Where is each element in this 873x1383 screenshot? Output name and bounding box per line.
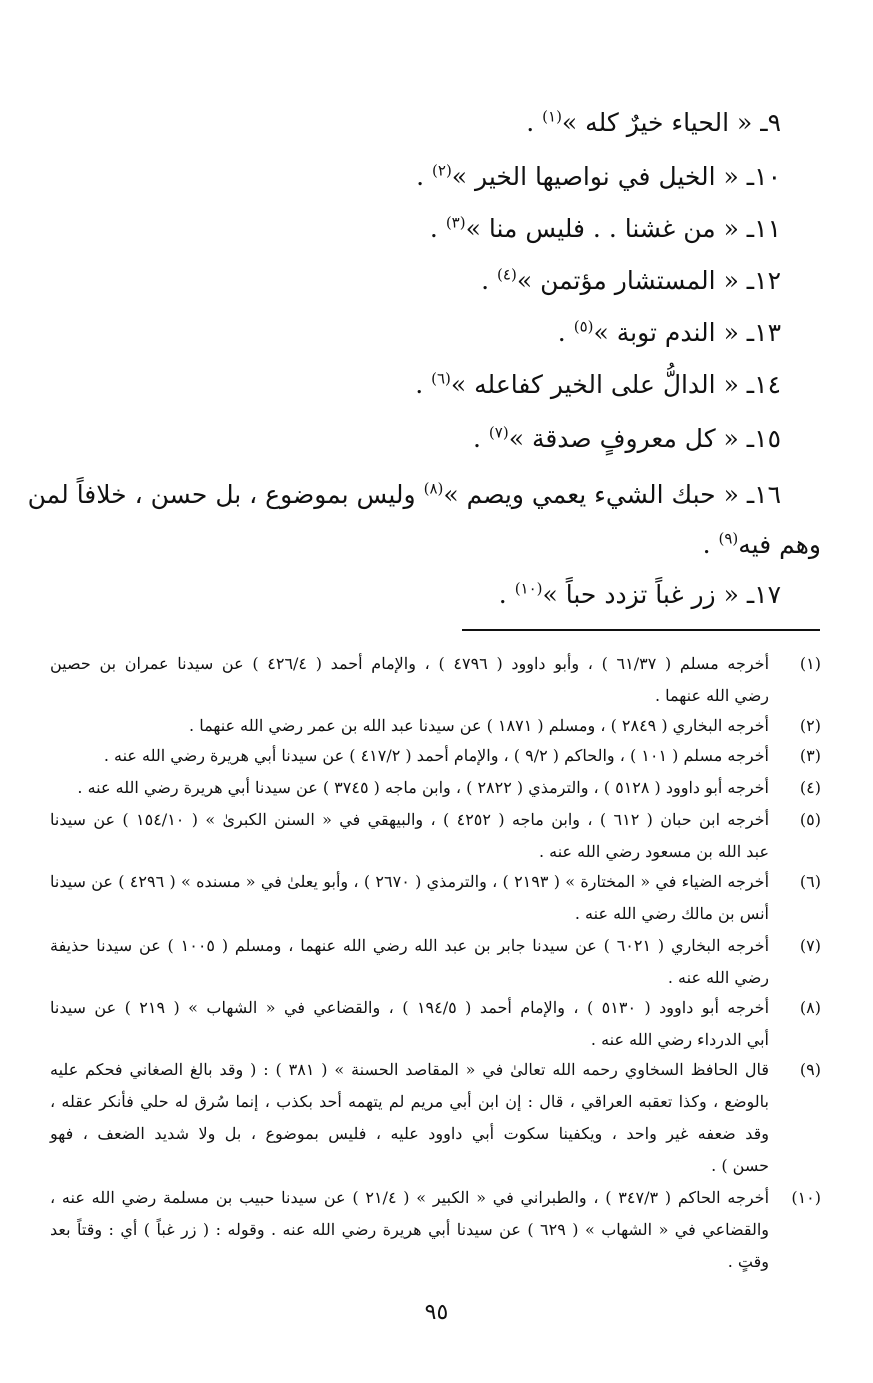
footnote-line: أخرجه ابن حبان ( ٦١٢ ) ، وابن ماجه ( ٤٢٥٢ ) ، والبيهقي في « السنن الكبرىٰ » ( ١٥٤/١٠ ) عن سيدنا: [50, 810, 770, 829]
entry-11: ١١ـ « من غشنا . . فليس منا »$^{(٣)}$ .: [429, 213, 781, 243]
footnote-number: (١٠): [791, 1188, 821, 1207]
footnote-line: حسن ) .: [711, 1156, 769, 1175]
footnote-number: (٤): [799, 778, 821, 797]
footnote-line: أخرجه أبو داوود ( ٥١٢٨ ) ، والترمذي ( ٢٨٢٢ ) ، وابن ماجه ( ٣٧٤٥ ) عن سيدنا أبي هريرة رضي الله عنه .: [77, 778, 769, 797]
footnote-line: أبي الدرداء رضي الله عنه .: [590, 1030, 769, 1049]
footnote-number: (٦): [799, 872, 821, 891]
entry-9: ٩ـ « الحياء خيرٌ كله »$^{(١)}$ .: [526, 107, 781, 137]
entry-16-continuation: وهم فيه$^{(٩)}$ .: [702, 529, 821, 559]
entry-13: ١٣ـ « الندم توبة »$^{(٥)}$ .: [557, 317, 781, 347]
footnote-number: (٨): [799, 998, 821, 1017]
footnote-number: (١): [799, 654, 821, 673]
footnote-number: (٧): [799, 936, 821, 955]
footnote-line: أخرجه البخاري ( ٦٠٢١ ) عن سيدنا جابر بن عبد الله رضي الله عنهما ، ومسلم ( ١٠٠٥ ) عن سيدنا حذيفة: [50, 936, 770, 955]
footnote-number: (٢): [799, 716, 821, 735]
footnote-number: (٥): [799, 810, 821, 829]
footnote-line: بالوضع ، وكذا تعقبه العراقي ، قال : إن ابن أبي مريم لم يتهمه أحد بكذب ، إنما سُرق له حلي فأنكر عقله ،: [50, 1092, 769, 1111]
footnote-line: أخرجه الضياء في « المختارة » ( ٢١٩٣ ) ، والترمذي ( ٢٦٧٠ ) ، وأبو يعلىٰ في « مسنده » ( ٤٢٩٦ ) عن سيدنا: [50, 872, 770, 891]
footnote-line: والقضاعي في « الشهاب » ( ٦٢٩ ) عن سيدنا أبي هريرة رضي الله عنه . وقوله : ( زر غباً ) أي : وقتاً بعد: [50, 1220, 770, 1239]
entry-17: ١٧ـ « زر غباً تزدد حباً »$^{(١٠)}$ .: [498, 579, 781, 609]
footnote-number: (٣): [799, 746, 821, 765]
footnote-line: رضي الله عنه .: [667, 968, 769, 987]
page-number: ٩٥: [424, 1300, 449, 1325]
footnote-number: (٩): [799, 1060, 821, 1079]
footnote-line: أخرجه البخاري ( ٢٨٤٩ ) ، ومسلم ( ١٨٧١ ) عن سيدنا عبد الله بن عمر رضي الله عنهما .: [189, 716, 769, 735]
footnote-line: قال الحافظ السخاوي رحمه الله تعالىٰ في « المقاصد الحسنة » ( ٣٨١ ) : ( وقد بالغ الصغاني فحكم عليه: [50, 1060, 770, 1079]
entry-16: ١٦ـ « حبك الشيء يعمي ويصم »$^{(٨)}$ وليس بموضوع ، بل حسن ، خلافاً لمن: [27, 479, 781, 509]
footnote-line: أخرجه مسلم ( ١٠١ ) ، والحاكم ( ٩/٢ ) ، والإمام أحمد ( ٤١٧/٢ ) عن سيدنا أبي هريرة رضي الله عنه .: [103, 746, 769, 765]
footnote-line: عبد الله بن مسعود رضي الله عنه .: [538, 842, 769, 861]
entry-15: ١٥ـ « كل معروفٍ صدقة »$^{(٧)}$ .: [473, 423, 781, 453]
entry-12: ١٢ـ « المستشار مؤتمن »$^{(٤)}$ .: [481, 265, 781, 295]
footnote-line: أخرجه مسلم ( ٦١/٣٧ ) ، وأبو داوود ( ٤٧٩٦ ) ، والإمام أحمد ( ٤٢٦/٤ ) عن سيدنا عمران بن حصين: [50, 654, 770, 673]
footnote-line: وقتٍ .: [727, 1252, 769, 1271]
entry-14: ١٤ـ « الدالُّ على الخير كفاعله »$^{(٦)}$ .: [415, 369, 781, 399]
entry-10: ١٠ـ « الخيل في نواصيها الخير »$^{(٢)}$ .: [416, 161, 781, 191]
footnote-line: وقد ضعفه غير واحد ، ويكفينا سكوت أبي داوود عليه ، فليس بموضوع ، بل ولا شديد الضعف ، فهو: [50, 1124, 770, 1143]
footnote-line: أخرجه الحاكم ( ٣٤٧/٣ ) ، والطبراني في « الكبير » ( ٢١/٤ ) عن سيدنا حبيب بن مسلمة رضي الله عنه ،: [50, 1188, 770, 1207]
footnote-line: أخرجه أبو داوود ( ٥١٣٠ ) ، والإمام أحمد ( ١٩٤/٥ ) ، والقضاعي في « الشهاب » ( ٢١٩ ) عن سيدنا: [50, 998, 770, 1017]
footnote-separator: [462, 629, 820, 631]
footnote-line: رضي الله عنهما .: [654, 686, 769, 705]
footnote-line: أنس بن مالك رضي الله عنه .: [574, 904, 769, 923]
